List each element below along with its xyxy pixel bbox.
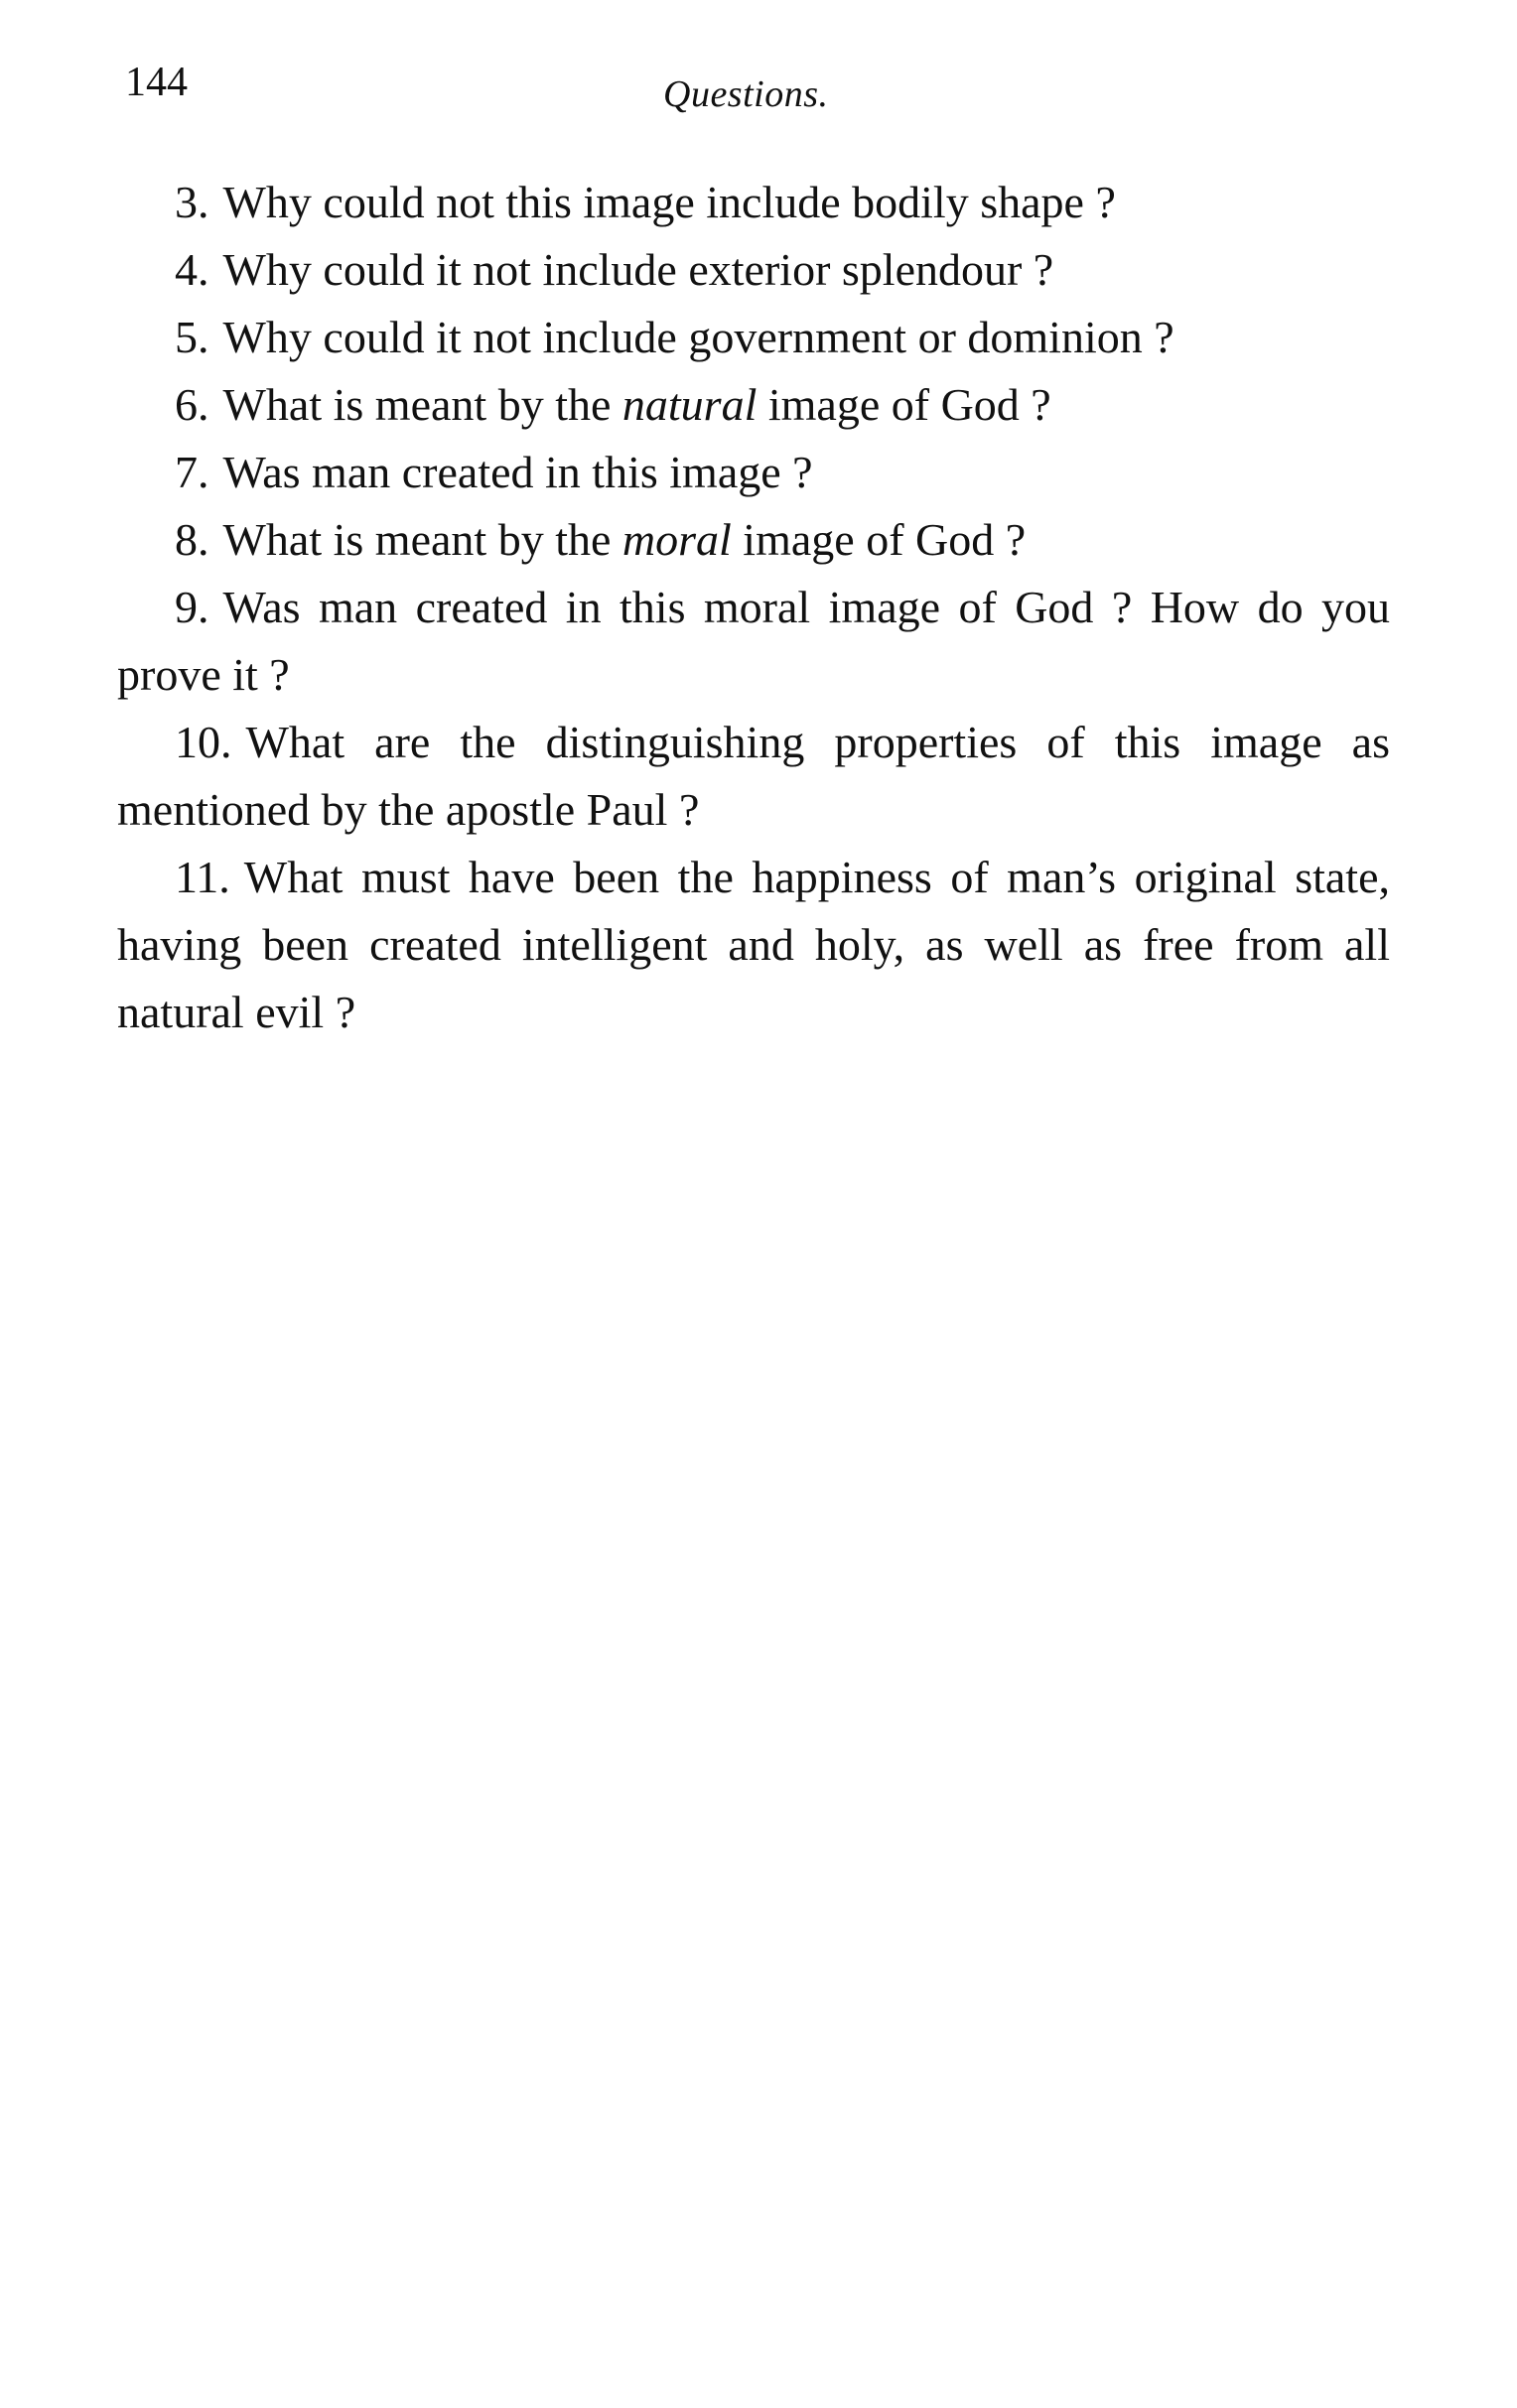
emphasis-moral: moral [621,514,732,565]
question-7 [117,439,1390,506]
question-text: image of God ? [731,514,1027,565]
question-text: What must have been the happiness of man’s original state, having been created intelligent and holy, as well as free from all natural evil ? [117,852,1390,1037]
question-5 [117,304,1390,371]
question-number: 7. [175,447,209,497]
question-number: 9. [175,582,209,632]
question-number: 6. [175,379,209,430]
running-title: Questions. [663,73,829,115]
question-number: 4. [175,244,209,295]
questions-list [117,169,1390,1046]
question-10 [117,709,1390,844]
question-text: What is meant by the [222,514,622,565]
question-number: 3. [175,177,209,227]
question-number: 8. [175,514,209,565]
question-text: image of God ? [757,379,1051,430]
question-4 [117,236,1390,304]
question-text: Why could it not include government or dominion ? [222,312,1174,362]
question-11 [117,844,1390,1046]
question-number: 11. [175,852,230,902]
page-number: 144 [125,60,188,105]
question-text: Was man created in this moral image of God ? How do you prove it ? [117,582,1390,700]
question-8 [117,506,1390,574]
question-text: What are the distinguishing properties of this image as mentioned by the apostle Paul ? [117,717,1390,835]
question-text: Was man created in this image ? [222,447,813,497]
question-6 [117,371,1390,439]
question-number: 5. [175,312,209,362]
question-text: What is meant by the [222,379,622,430]
emphasis-natural: natural [621,379,758,430]
question-text: Why could not this image include bodily shape ? [222,177,1116,227]
question-number: 10. [175,717,232,767]
question-text: Why could it not include exterior splendour ? [222,244,1054,295]
question-3 [117,169,1390,236]
question-9 [117,574,1390,709]
